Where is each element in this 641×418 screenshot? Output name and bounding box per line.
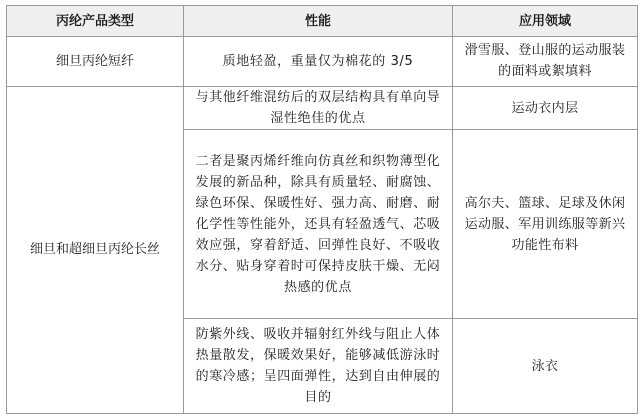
table-row	[7, 86, 638, 130]
cell-product-type: 细旦和超细旦丙纶长丝	[7, 86, 184, 413]
cell-application: 高尔夫、篮球、足球及休闲运动服、军用训练服等新兴功能性布料	[453, 130, 638, 319]
cell-property: 二者是聚丙烯纤维向仿真丝和织物薄型化发展的新品种，除具有质量轻、耐腐蚀、绿色环保、保暖性好、强力高、耐磨、耐化学性等性能外，还具有轻盈透气、芯吸效应强，穿着舒适、回弹性良好、不吸收水分、贴身穿着时可保持皮肤干燥、无闷热感的优点	[184, 130, 453, 319]
header-application: 应用领域	[453, 6, 638, 37]
cell-property: 质地轻盈，重量仅为棉花的 3/5	[184, 37, 453, 87]
table-row	[7, 37, 638, 87]
cell-product-type: 细旦丙纶短纤	[7, 37, 184, 87]
cell-property: 防紫外线、吸收并辐射红外线与阻止人体热量散发，保暖效果好，能够减低游泳时的寒冷感；呈四面弹性，达到自由伸展的目的	[184, 319, 453, 414]
cell-application: 滑雪服、登山服的运动服装的面料或絮填料	[453, 37, 638, 87]
polypropylene-product-table	[6, 5, 638, 414]
header-property: 性能	[184, 6, 453, 37]
table-header-row	[7, 6, 638, 37]
cell-application: 运动衣内层	[453, 86, 638, 130]
cell-application: 泳衣	[453, 319, 638, 414]
header-product-type: 丙纶产品类型	[7, 6, 184, 37]
cell-property: 与其他纤维混纺后的双层结构具有单向导湿性绝佳的优点	[184, 86, 453, 130]
